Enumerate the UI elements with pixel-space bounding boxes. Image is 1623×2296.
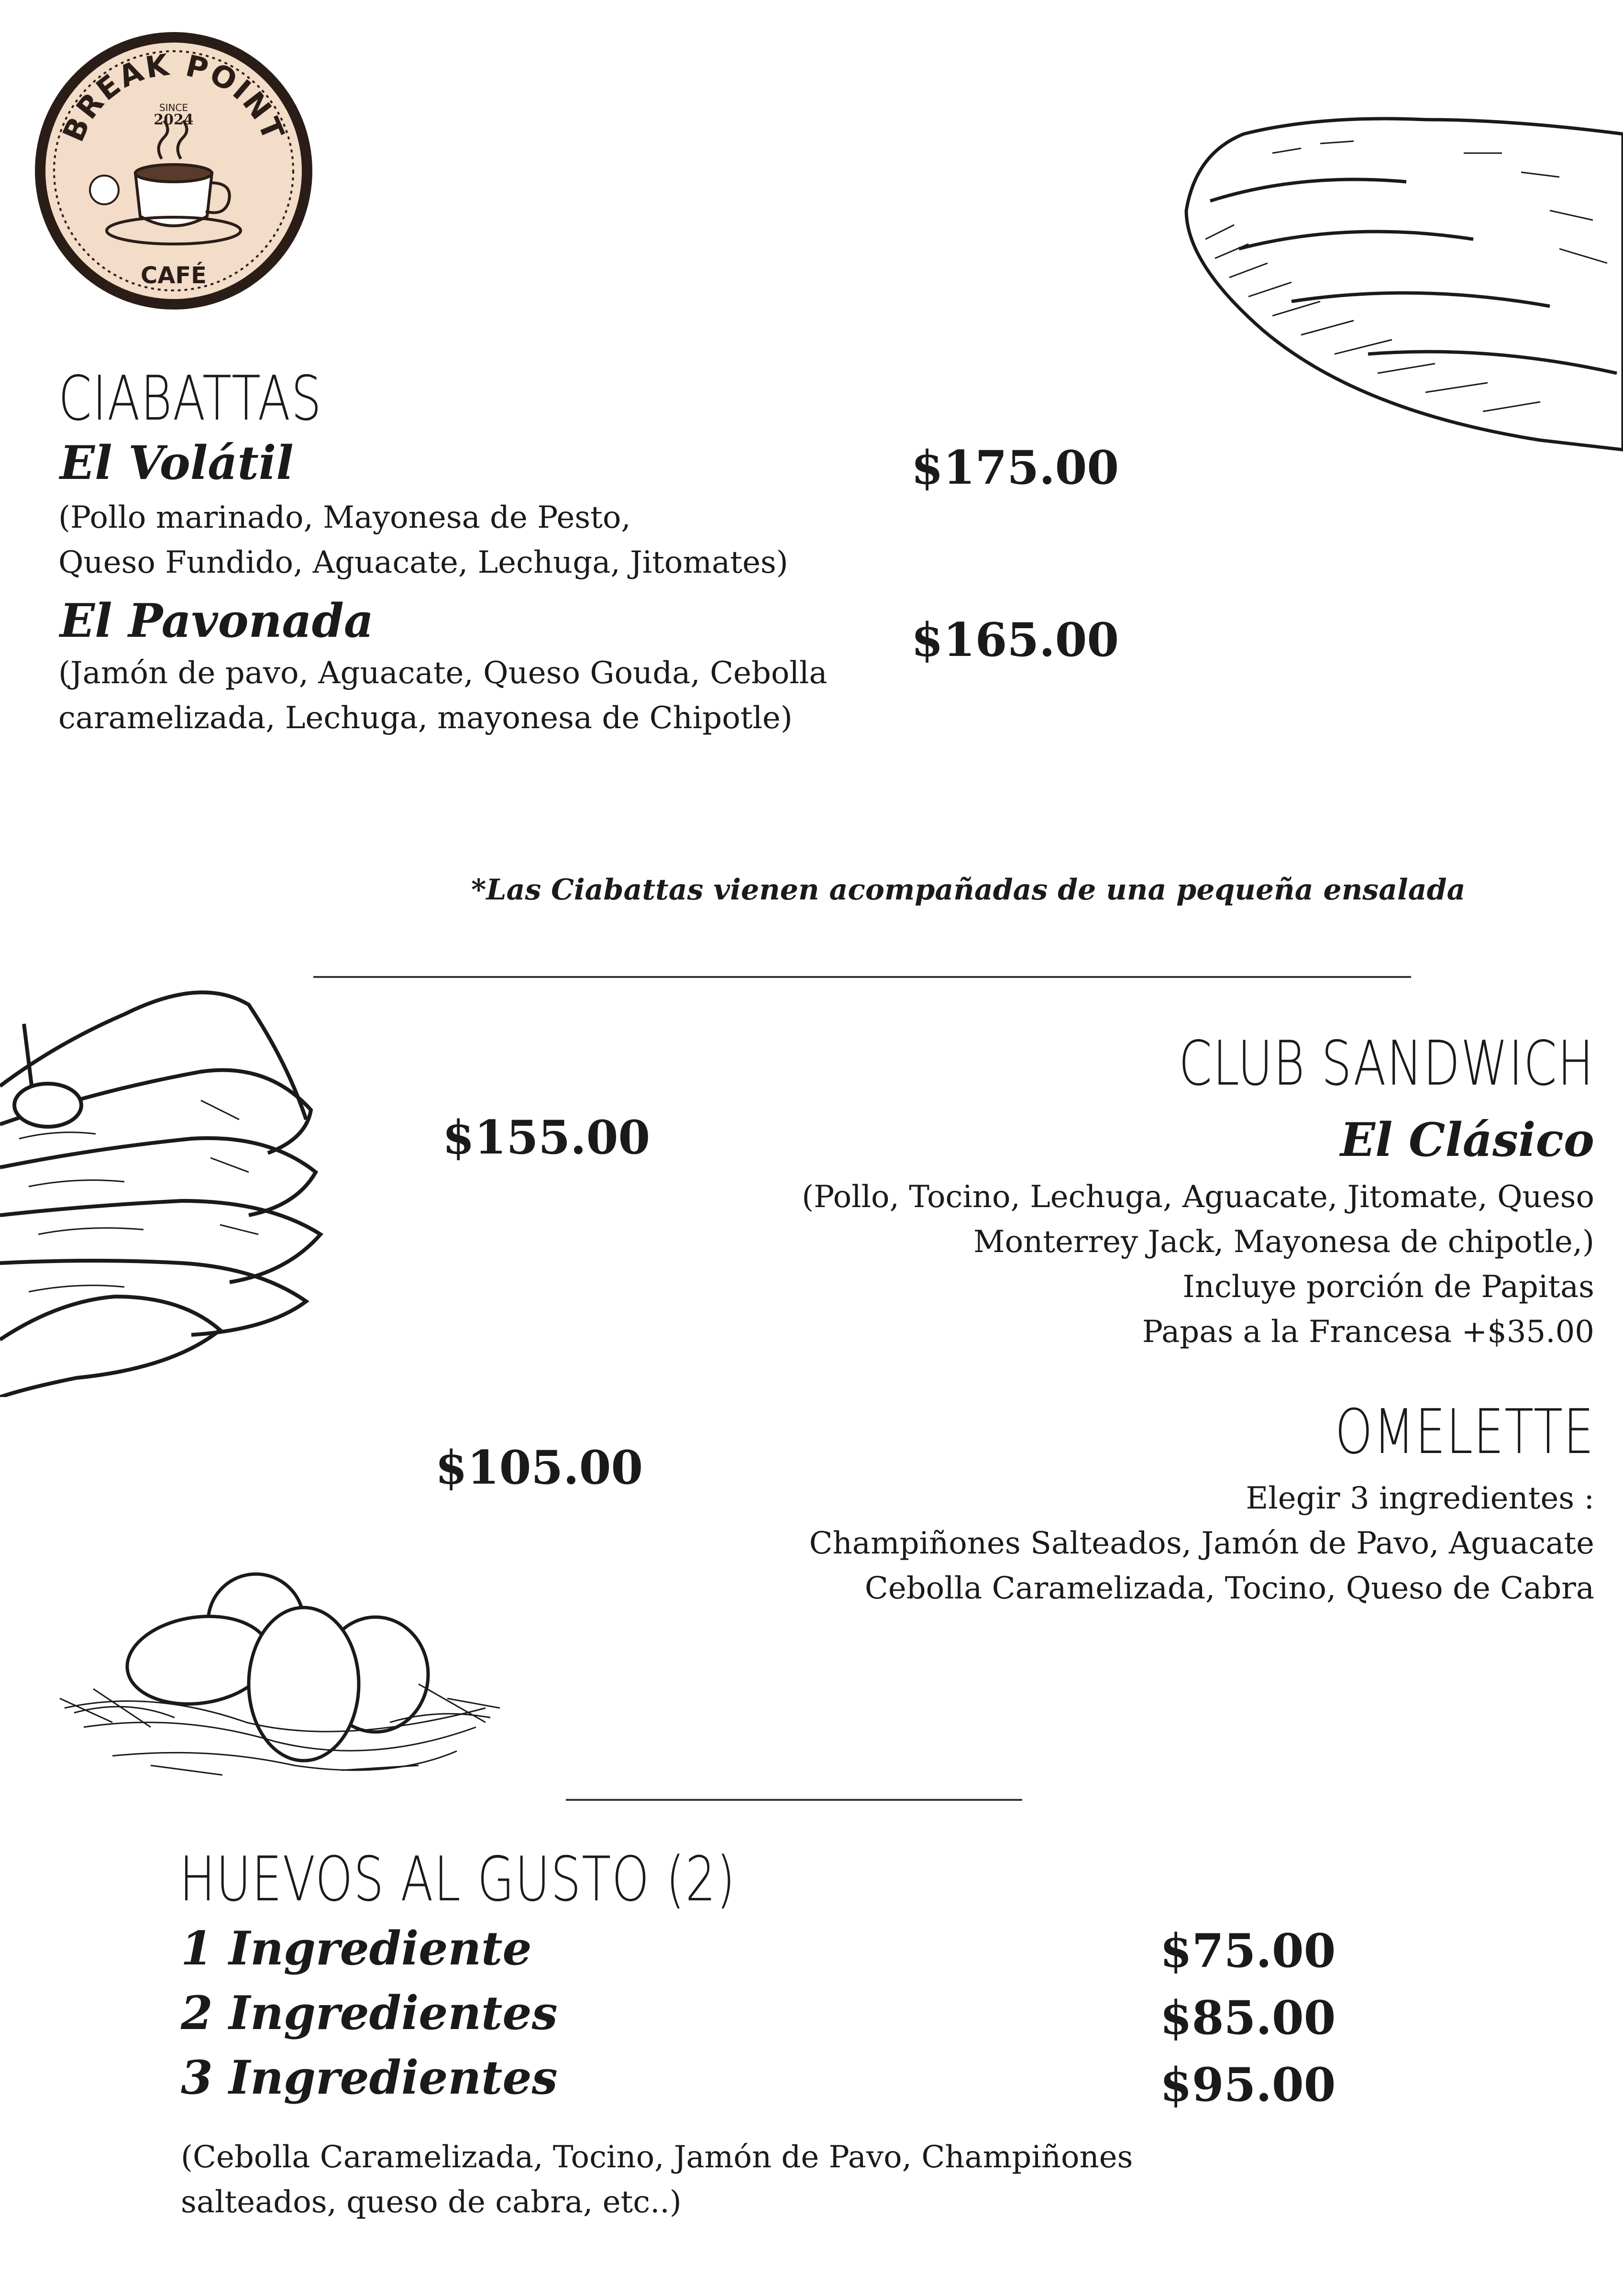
- sandwich-illustration: [0, 966, 330, 1397]
- huevos-desc: [181, 2135, 1133, 2225]
- ciabattas-title: CIABATTAS: [58, 363, 322, 434]
- huevos-option-name: 1 Ingrediente: [181, 1921, 532, 1975]
- huevos-title: HUEVOS AL GUSTO (2): [179, 1844, 736, 1915]
- cafe-logo: [33, 30, 315, 312]
- desc-line: caramelizada, Lechuga, mayonesa de Chipotle): [58, 700, 793, 736]
- desc-line: Monterrey Jack, Mayonesa de chipotle,): [973, 1224, 1594, 1260]
- ciabatta-item-desc: [58, 495, 788, 585]
- desc-line: (Cebolla Caramelizada, Tocino, Jamón de Pavo, Champiñones: [181, 2140, 1133, 2175]
- logo-year: 2024: [154, 111, 194, 128]
- logo-bottom-text: CAFÉ: [141, 262, 207, 289]
- omelette-title: OMELETTE: [1335, 1397, 1594, 1468]
- logo-since: SINCE: [159, 102, 188, 113]
- omelette-desc: [809, 1476, 1594, 1611]
- club-item-name: El Clásico: [1340, 1113, 1594, 1167]
- desc-line: (Pollo marinado, Mayonesa de Pesto,: [58, 500, 631, 535]
- bread-illustration: [1177, 105, 1623, 459]
- club-item-price: $155.00: [442, 1110, 651, 1165]
- huevos-option-price: $85.00: [1160, 1991, 1336, 2045]
- ciabatta-item-price: $175.00: [911, 441, 1119, 495]
- desc-line: salteados, queso de cabra, etc..): [181, 2185, 682, 2220]
- huevos-option-price: $75.00: [1160, 1924, 1336, 1978]
- ciabatta-item-name: El Volátil: [60, 436, 294, 490]
- desc-line: (Pollo, Tocino, Lechuga, Aguacate, Jitomate, Queso: [802, 1179, 1594, 1215]
- ciabatta-item-name: El Pavonada: [60, 594, 374, 648]
- eggs-nest-illustration: [55, 1564, 505, 1794]
- huevos-option-price: $95.00: [1160, 2058, 1336, 2112]
- desc-line: Papas a la Francesa +$35.00: [1142, 1314, 1594, 1350]
- logo-top-text: BREAK POINT: [55, 47, 292, 147]
- desc-line: Cebolla Caramelizada, Tocino, Queso de Cabra: [864, 1571, 1594, 1606]
- ciabatta-item-desc: [58, 651, 828, 741]
- huevos-option-name: 3 Ingredientes: [181, 2051, 558, 2105]
- ciabattas-note: *Las Ciabattas vienen acompañadas de una pequeña ensalada: [471, 873, 1466, 907]
- ciabatta-item-price: $165.00: [911, 613, 1119, 667]
- club-item-desc: [802, 1175, 1594, 1354]
- huevos-option-name: 2 Ingredientes: [181, 1986, 558, 2040]
- desc-line: Elegir 3 ingredientes :: [1246, 1481, 1594, 1516]
- section-divider: [313, 976, 1411, 978]
- desc-line: Queso Fundido, Aguacate, Lechuga, Jitomates): [58, 545, 788, 580]
- section-divider: [566, 1799, 1022, 1801]
- desc-line: Incluye porción de Papitas: [1182, 1269, 1594, 1305]
- desc-line: Champiñones Salteados, Jamón de Pavo, Aguacate: [809, 1526, 1594, 1561]
- club-sandwich-title: CLUB SANDWICH: [1179, 1028, 1594, 1099]
- desc-line: (Jamón de pavo, Aguacate, Queso Gouda, Cebolla: [58, 655, 828, 691]
- omelette-price: $105.00: [435, 1441, 643, 1495]
